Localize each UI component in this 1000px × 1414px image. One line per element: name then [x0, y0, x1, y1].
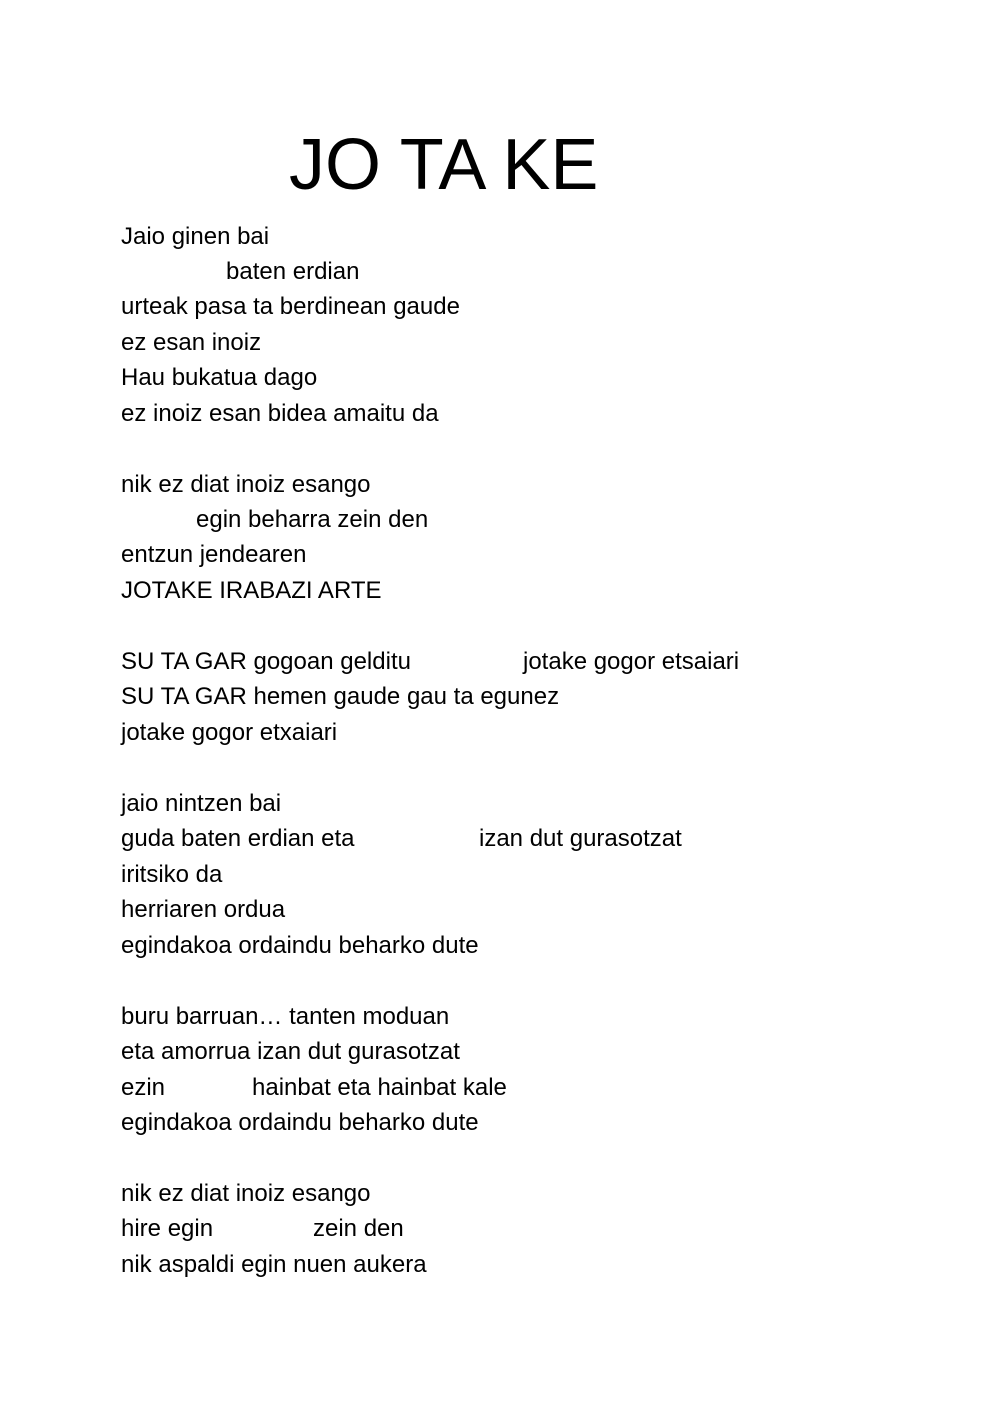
lyric-line: SU TA GAR hemen gaude gau ta egunez [121, 683, 560, 710]
lyric-line: iritsiko da [121, 861, 223, 888]
lyric-segment: hire egin [121, 1215, 214, 1242]
lyric-line: JOTAKE IRABAZI ARTE [121, 577, 382, 604]
lyric-segment: hainbat eta hainbat kale [252, 1074, 507, 1101]
lyric-line: urteak pasa ta berdinean gaude [121, 293, 460, 320]
lyric-line: nik ez diat inoiz esango [121, 471, 371, 498]
lyric-line: egindakoa ordaindu beharko dute [121, 932, 479, 959]
lyric-line: baten erdian [226, 258, 360, 285]
lyric-segment: jotake gogor etsaiari [523, 648, 740, 675]
lyric-line [121, 1215, 441, 1243]
lyric-line [121, 1074, 561, 1102]
lyric-line [121, 825, 741, 853]
lyric-line: Jaio ginen bai [121, 223, 270, 250]
lyric-segment: guda baten erdian eta [121, 825, 355, 852]
lyric-segment: izan dut gurasotzat [479, 825, 682, 852]
lyric-segment: ezin [121, 1074, 166, 1101]
lyric-line: ez esan inoiz [121, 329, 262, 356]
lyric-line: egin beharra zein den [196, 506, 429, 533]
lyric-line: jotake gogor etxaiari [121, 719, 338, 746]
lyric-line: jaio nintzen bai [121, 790, 282, 817]
lyric-line: ez inoiz esan bidea amaitu da [121, 400, 439, 427]
lyric-line: eta amorrua izan dut gurasotzat [121, 1038, 460, 1065]
lyric-line: entzun jendearen [121, 541, 307, 568]
lyric-line: egindakoa ordaindu beharko dute [121, 1109, 479, 1136]
lyric-line: herriaren ordua [121, 896, 286, 923]
lyric-line: nik ez diat inoiz esango [121, 1180, 371, 1207]
song-title: JO TA KE [289, 125, 599, 205]
lyric-segment: zein den [313, 1215, 404, 1242]
lyric-line: buru barruan… tanten moduan [121, 1003, 450, 1030]
lyric-line: nik aspaldi egin nuen aukera [121, 1251, 427, 1278]
lyric-line [121, 648, 801, 676]
lyric-segment: SU TA GAR gogoan gelditu [121, 648, 411, 675]
lyric-line: Hau bukatua dago [121, 364, 318, 391]
